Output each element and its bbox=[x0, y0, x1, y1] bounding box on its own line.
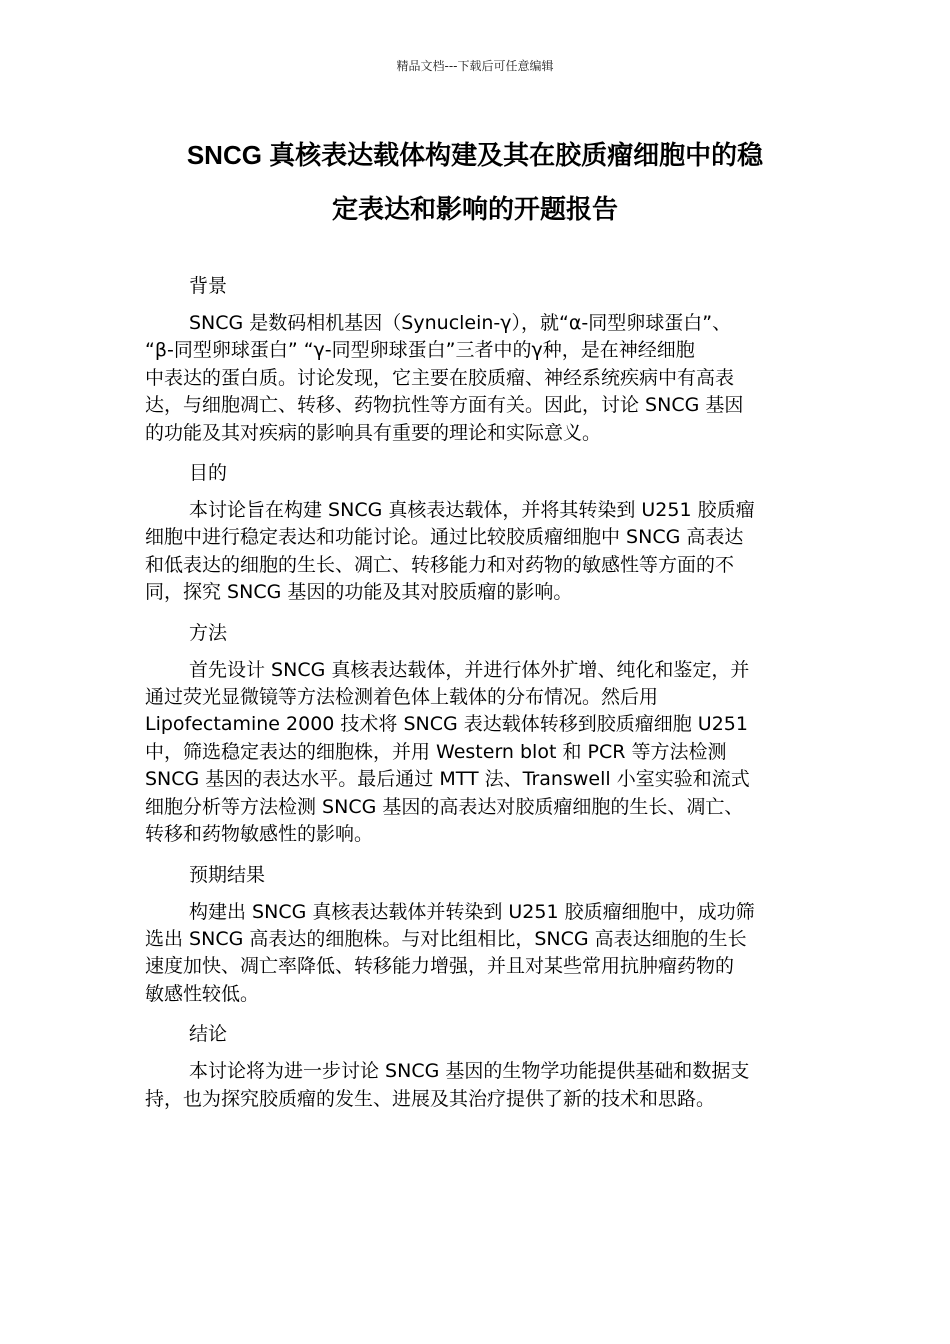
section-heading: 方法 bbox=[189, 621, 228, 644]
section-heading: 背景 bbox=[189, 275, 228, 297]
paragraph-line: 选出 SNCG 高表达的细胞株。与对比组相比，SNCG 高表达细胞的生长 bbox=[145, 927, 747, 950]
section-paragraph bbox=[145, 497, 805, 607]
paragraph-line: 本讨论旨在构建 SNCG 真核表达载体，并将其转染到 U251 胶质瘤 bbox=[189, 499, 755, 522]
paragraph-line: SNCG 基因的表达水平。最后通过 MTT 法、Transwell 小室实验和流式 bbox=[145, 768, 750, 791]
paragraph-line: 细胞分析等方法检测 SNCG 基因的高表达对胶质瘤细胞的生长、凋亡、 bbox=[145, 795, 744, 818]
section-heading: 预期结果 bbox=[189, 863, 266, 886]
section-conclusion bbox=[145, 1018, 805, 1113]
paragraph-line: 首先设计 SNCG 真核表达载体，并进行体外扩增、纯化和鉴定，并 bbox=[189, 658, 750, 681]
section-heading: 结论 bbox=[189, 1023, 228, 1046]
paragraph-line: 和低表达的细胞的生长、凋亡、转移能力和对药物的敏感性等方面的不 bbox=[145, 553, 735, 576]
paragraph-line: 通过荧光显微镜等方法检测着色体上载体的分布情况。然后用 bbox=[145, 686, 659, 709]
paragraph-line: 中表达的蛋白质。讨论发现，它主要在胶质瘤、神经系统疾病中有高表 bbox=[145, 366, 735, 389]
paragraph-line: 转移和药物敏感性的影响。 bbox=[145, 823, 374, 846]
section-background bbox=[145, 270, 805, 447]
paragraph-line: 同，探究 SNCG 基因的功能及其对胶质瘤的影响。 bbox=[145, 581, 573, 604]
paragraph-line: 达，与细胞凋亡、转移、药物抗性等方面有关。因此，讨论 SNCG 基因 bbox=[145, 394, 744, 417]
section-paragraph bbox=[145, 899, 805, 1009]
paragraph-line: “β-同型卵球蛋白” “γ-同型卵球蛋白”三者中的γ种，是在神经细胞 bbox=[145, 339, 695, 362]
document-title bbox=[145, 128, 805, 236]
section-methods bbox=[145, 617, 805, 849]
document-title-line: SNCG 真核表达载体构建及其在胶质瘤细胞中的稳 bbox=[186, 140, 764, 170]
document-title-line: 定表达和影响的开题报告 bbox=[331, 194, 618, 224]
section-expected-results bbox=[145, 859, 805, 1009]
paragraph-line: 速度加快、凋亡率降低、转移能力增强，并且对某些常用抗肿瘤药物的 bbox=[145, 955, 735, 978]
section-purpose bbox=[145, 457, 805, 607]
paragraph-line: Lipofectamine 2000 技术将 SNCG 表达载体转移到胶质瘤细胞 U251 bbox=[145, 713, 748, 736]
paragraph-line: 本讨论将为进一步讨论 SNCG 基因的生物学功能提供基础和数据支 bbox=[189, 1060, 750, 1083]
paragraph-line: 细胞中进行稳定表达和功能讨论。通过比较胶质瘤细胞中 SNCG 高表达 bbox=[145, 526, 744, 549]
document-body bbox=[145, 270, 805, 1123]
paragraph-line: 中，筛选稳定表达的细胞株，并用 Western blot 和 PCR 等方法检测 bbox=[145, 740, 727, 763]
section-paragraph bbox=[145, 657, 805, 849]
page-header: 精品文档---下载后可任意编辑 bbox=[396, 59, 554, 73]
paragraph-line: 构建出 SNCG 真核表达载体并转染到 U251 胶质瘤细胞中，成功筛 bbox=[189, 900, 755, 923]
paragraph-line: 敏感性较低。 bbox=[145, 982, 260, 1005]
paragraph-line: 的功能及其对疾病的影响具有重要的理论和实际意义。 bbox=[145, 421, 602, 444]
paragraph-line: SNCG 是数码相机基因（Synuclein-γ），就“α-同型卵球蛋白”、 bbox=[189, 312, 732, 334]
section-heading: 目的 bbox=[189, 462, 228, 485]
paragraph-line: 持，也为探究胶质瘤的发生、进展及其治疗提供了新的技术和思路。 bbox=[145, 1087, 716, 1110]
section-paragraph bbox=[145, 310, 805, 447]
section-paragraph bbox=[145, 1058, 805, 1113]
